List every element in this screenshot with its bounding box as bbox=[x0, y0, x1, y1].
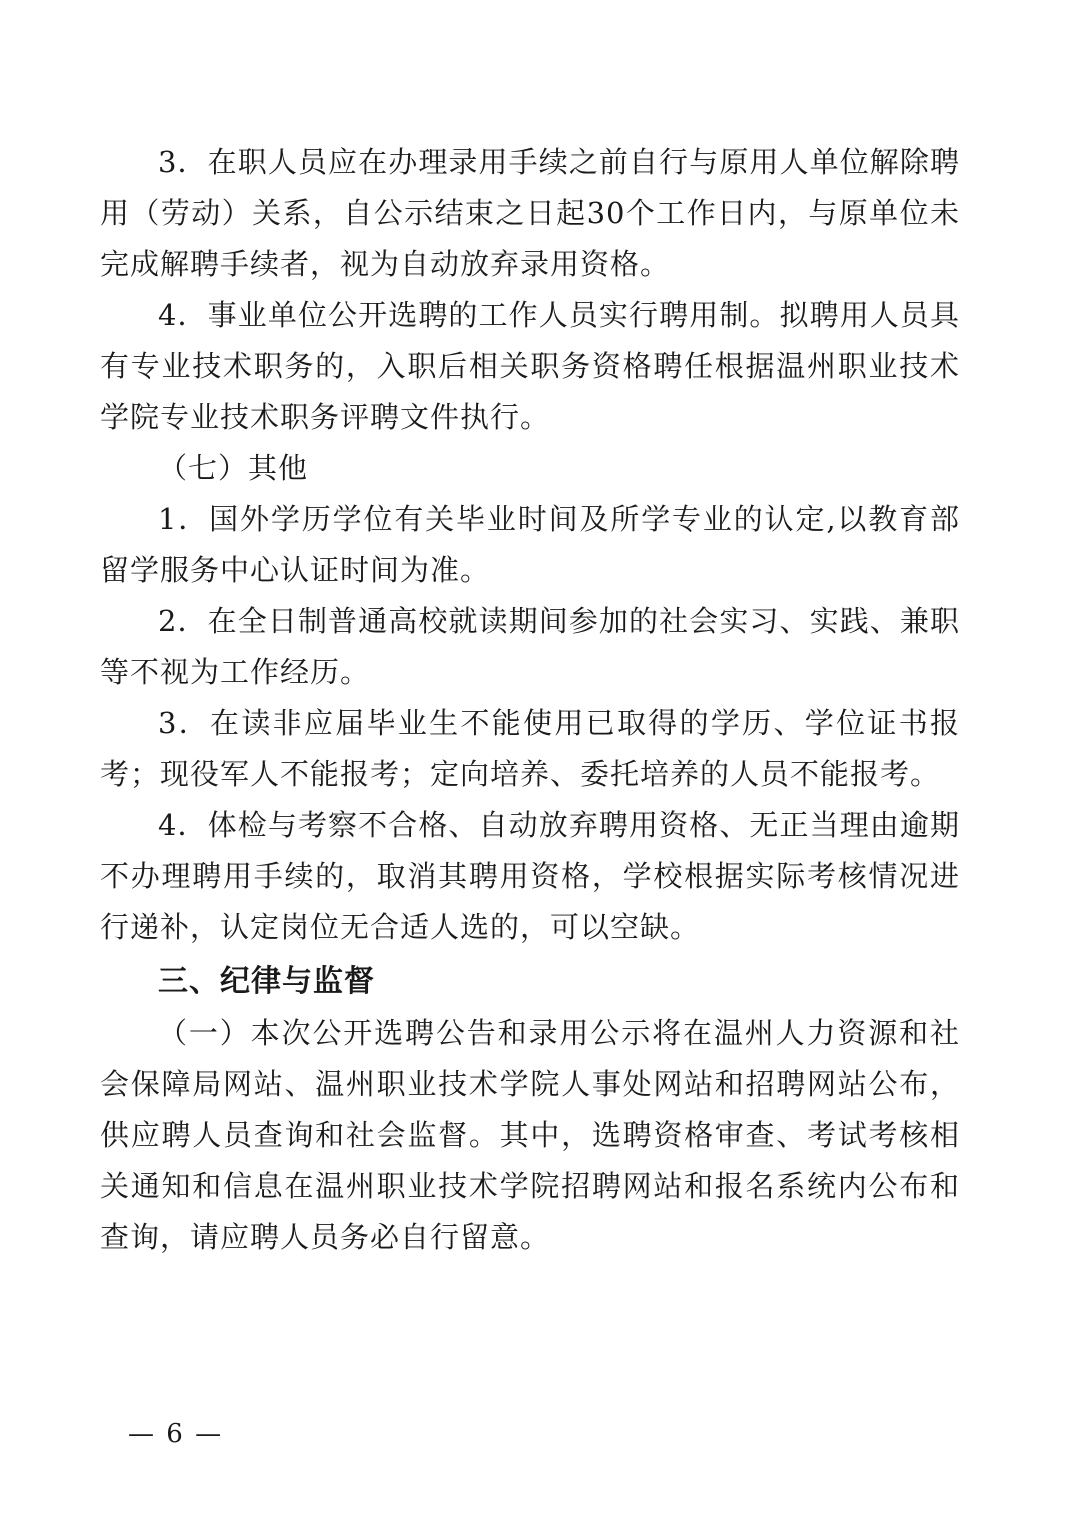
page-number: — 6 — bbox=[128, 1419, 224, 1449]
subsection-heading-other: （七）其他 bbox=[158, 451, 309, 485]
document-body bbox=[100, 137, 960, 1263]
list-item: 3．在读非应届毕业生不能使用已取得的学历、学位证书报考；现役军人不能报考；定向培养、委托培养的人员不能报考。 bbox=[100, 706, 960, 791]
paragraph-publication: （一）本次公开选聘公告和录用公示将在温州人力资源和社会保障局网站、温州职业技术学院人事处网站和招聘网站公布，供应聘人员查询和社会监督。其中，选聘资格审查、考试考核相关通知和信息在温州职业技术学院招聘网站和报名系统内公布和查询，请应聘人员务必自行留意。 bbox=[100, 1016, 960, 1254]
list-item: 2．在全日制普通高校就读期间参加的社会实习、实践、兼职等不视为工作经历。 bbox=[100, 604, 960, 689]
list-item: 4．体检与考察不合格、自动放弃聘用资格、无正当理由逾期不办理聘用手续的，取消其聘用资格，学校根据实际考核情况进行递补，认定岗位无合适人选的，可以空缺。 bbox=[100, 808, 960, 944]
section-heading-discipline: 三、纪律与监督 bbox=[158, 964, 375, 999]
paragraph-employment-system: 4．事业单位公开选聘的工作人员实行聘用制。拟聘用人员具有专业技术职务的，入职后相关职务资格聘任根据温州职业技术学院专业技术职务评聘文件执行。 bbox=[100, 298, 960, 434]
list-item: 1．国外学历学位有关毕业时间及所学专业的认定,以教育部留学服务中心认证时间为准。 bbox=[100, 502, 960, 587]
paragraph-employment-termination: 3．在职人员应在办理录用手续之前自行与原用人单位解除聘用（劳动）关系，自公示结束之日起30个工作日内，与原单位未完成解聘手续者，视为自动放弃录用资格。 bbox=[100, 145, 960, 281]
